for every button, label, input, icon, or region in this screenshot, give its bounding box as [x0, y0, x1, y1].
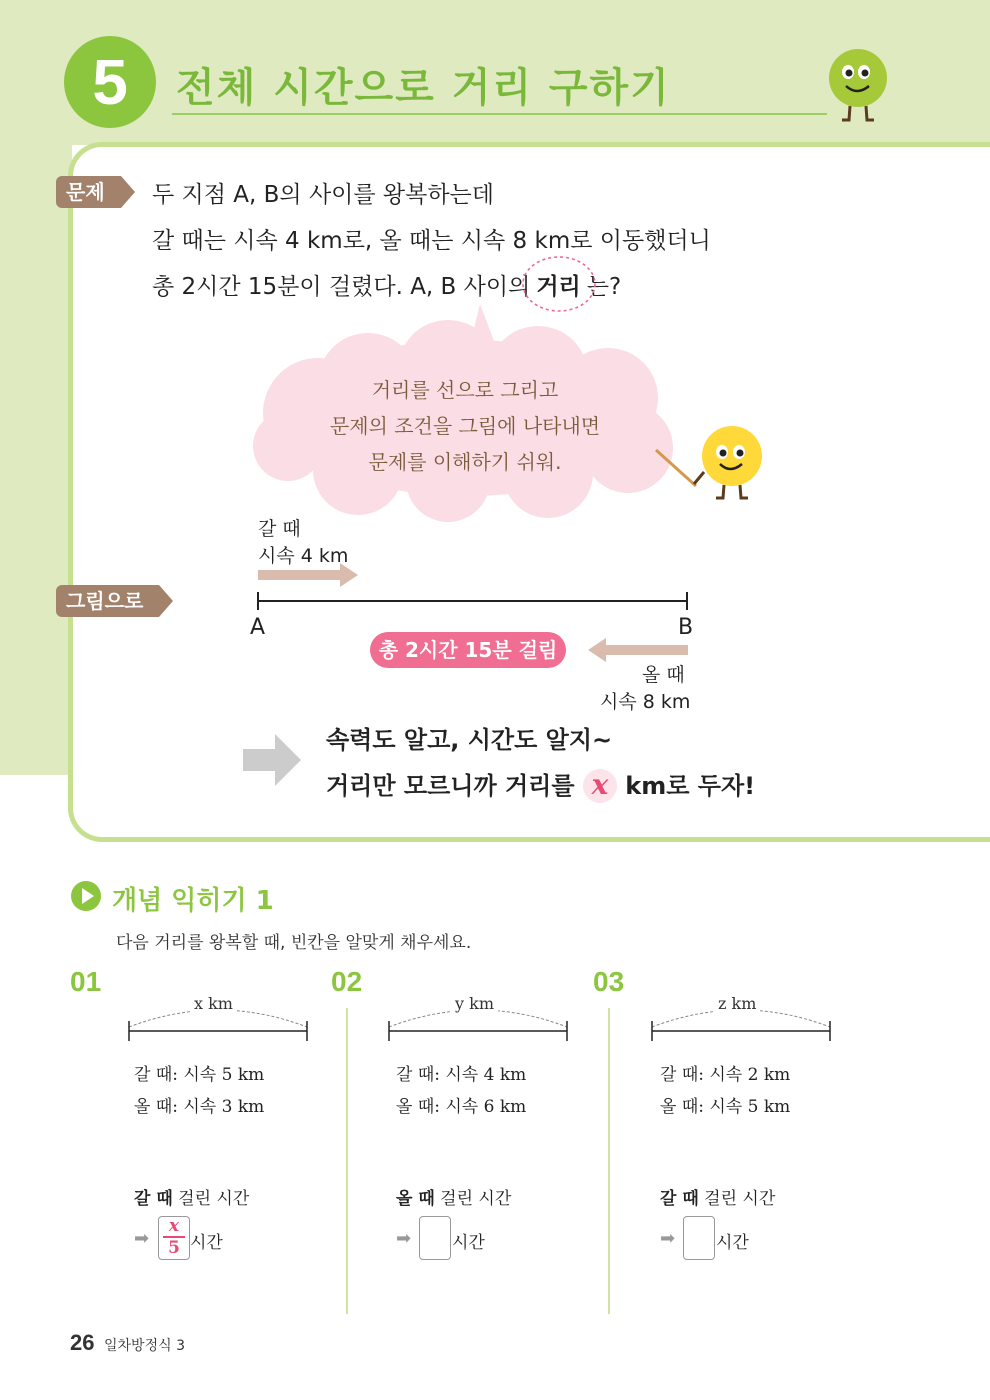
- problem-number-02: 02: [331, 966, 363, 997]
- answer-box-01[interactable]: x 5: [158, 1216, 190, 1260]
- practice-instruction: 다음 거리를 왕복할 때, 빈칸을 알맞게 채우세요.: [116, 933, 472, 953]
- side-band: [0, 145, 72, 775]
- distance-label-03: z km: [714, 994, 760, 1013]
- arrow-icon-01: ➡: [134, 1228, 150, 1249]
- cloud-line-3: 문제를 이해하기 쉬워.: [368, 450, 562, 474]
- back-arrow-icon: [588, 638, 690, 662]
- figure-tag: 그림으로: [56, 585, 159, 617]
- cloud-line-2: 문제의 조건을 그림에 나타내면: [329, 414, 601, 438]
- problem-line-2: 갈 때는 시속 4 km로, 올 때는 시속 8 km로 이동했더니: [152, 228, 711, 254]
- problem-number-01: 01: [70, 966, 102, 997]
- problem-number-03: 03: [593, 966, 625, 997]
- problem-line-3-a: 총 2시간 15분이 걸렸다. A, B 사이의: [152, 274, 531, 300]
- unit-03: 시간: [716, 1233, 749, 1253]
- green-mascot-icon: [822, 48, 894, 124]
- go-arrow-icon: [258, 563, 360, 587]
- point-a: A: [250, 615, 266, 640]
- section-number: 5: [64, 36, 156, 128]
- emphasis-distance: 거리: [530, 268, 586, 301]
- answer-box-02[interactable]: [419, 1216, 451, 1260]
- practice-title: 개념 익히기 1: [112, 886, 274, 916]
- yellow-mascot-icon: [650, 420, 770, 505]
- page-number: 26: [70, 1330, 95, 1355]
- back-speed: 시속 8 km: [600, 691, 691, 713]
- distance-line: [255, 590, 693, 612]
- go-speed-03: 갈 때: 시속 2 km: [660, 1065, 791, 1085]
- conclusion-line-2-b: km로 두자!: [625, 772, 756, 800]
- arrow-icon-02: ➡: [396, 1228, 412, 1249]
- cloud-line-1: 거리를 선으로 그리고: [371, 378, 559, 402]
- unit-01: 시간: [190, 1233, 223, 1253]
- back-label: 올 때: [642, 664, 685, 686]
- conclusion-line-2: [326, 766, 755, 803]
- problem-line-1: 두 지점 A, B의 사이를 왕복하는데: [152, 182, 494, 208]
- back-speed-02: 올 때: 시속 6 km: [396, 1097, 527, 1117]
- cloud-text: [290, 372, 640, 480]
- book-title: 일차방정식 3: [104, 1338, 185, 1354]
- question-02: 올 때 걸린 시간: [396, 1189, 512, 1209]
- point-b: B: [678, 615, 694, 640]
- conclusion-line-2-a: 거리만 모르니까 거리를: [326, 772, 575, 800]
- question-01: 갈 때 걸린 시간: [134, 1189, 250, 1209]
- right-arrow-icon: [243, 734, 303, 786]
- distance-label-02: y km: [451, 994, 498, 1013]
- distance-label-01: x km: [190, 994, 237, 1013]
- go-speed-01: 갈 때: 시속 5 km: [134, 1065, 265, 1085]
- go-label: 갈 때: [258, 518, 301, 540]
- answer-box-03[interactable]: [683, 1216, 715, 1260]
- question-03: 갈 때 걸린 시간: [660, 1189, 776, 1209]
- problem-line-3: [152, 268, 621, 301]
- column-divider-2: [608, 1008, 610, 1314]
- problem-line-3-b: 는?: [586, 274, 622, 300]
- variable-x-badge: x: [583, 769, 617, 803]
- column-divider-1: [346, 1008, 348, 1314]
- unit-02: 시간: [452, 1233, 485, 1253]
- conclusion-line-1: 속력도 알고, 시간도 알지~: [326, 726, 613, 754]
- play-circle-icon: [70, 880, 102, 912]
- page-title: 전체 시간으로 거리 구하기: [176, 65, 671, 111]
- back-speed-01: 올 때: 시속 3 km: [134, 1097, 265, 1117]
- go-speed: 시속 4 km: [258, 545, 349, 567]
- arrow-icon-03: ➡: [660, 1228, 676, 1249]
- go-speed-02: 갈 때: 시속 4 km: [396, 1065, 527, 1085]
- title-underline: [172, 113, 827, 115]
- total-time-badge: 총 2시간 15분 걸림: [370, 632, 566, 668]
- problem-tag: 문제: [56, 176, 121, 208]
- back-speed-03: 올 때: 시속 5 km: [660, 1097, 791, 1117]
